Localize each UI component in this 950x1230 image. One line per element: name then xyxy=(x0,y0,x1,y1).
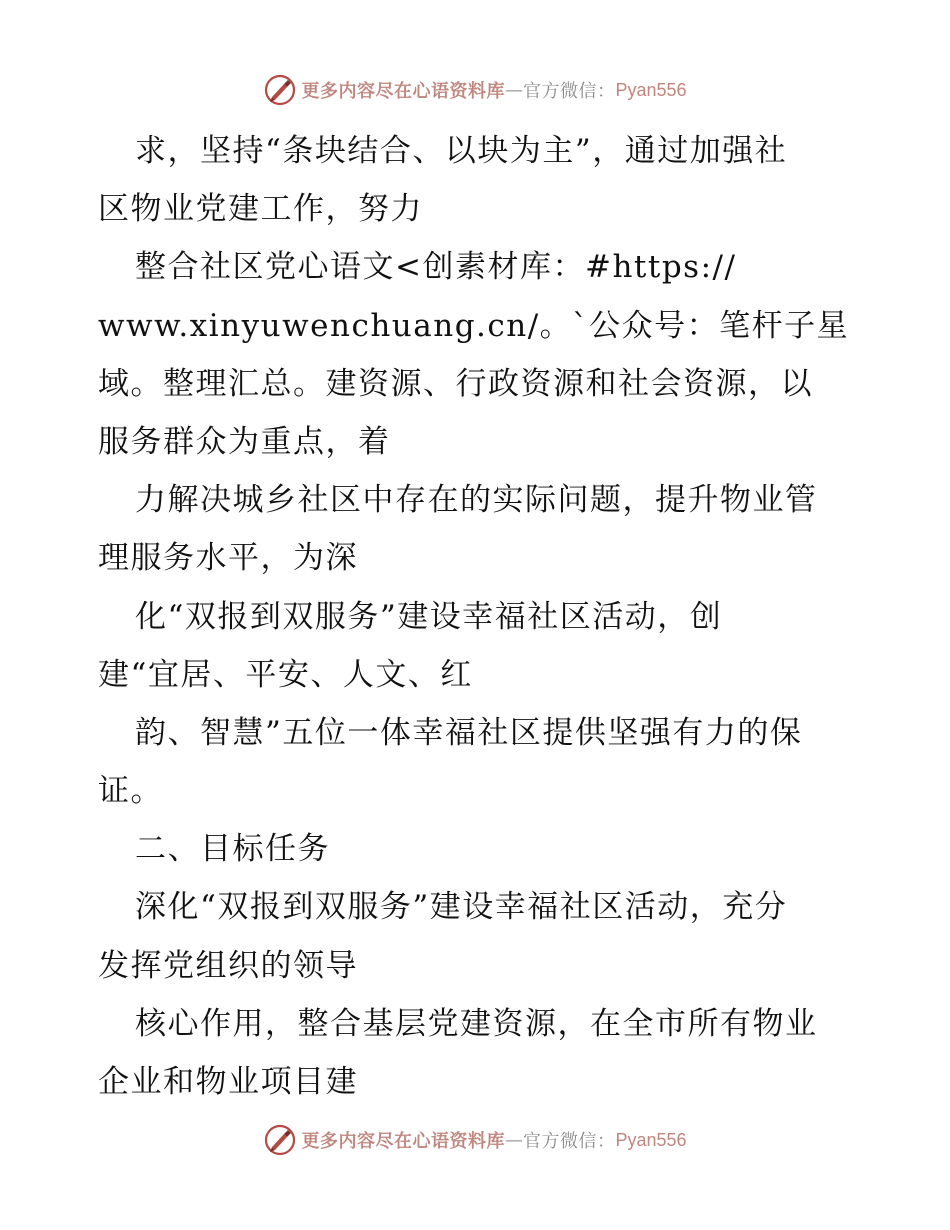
text-line: 域。整理汇总。建资源、行政资源和社会资源，以 xyxy=(98,365,813,402)
text-line: 区物业党建工作，努力 xyxy=(98,191,423,228)
text-line: 求，坚持“条块结合、以块为主”，通过加强社 xyxy=(135,133,788,169)
text-line: 二、目标任务 xyxy=(135,831,330,868)
banner-wechat-id: Pyan556 xyxy=(615,1129,687,1150)
banner-site-text: 更多内容尽在心语资料库 xyxy=(301,1131,505,1152)
text-line: 服务群众为重点，着 xyxy=(98,423,391,460)
text-line: 韵、智慧”五位一体幸福社区提供坚强有力的保 xyxy=(135,714,803,751)
text-line: 整合社区党心语文<创素材库：#https:// xyxy=(135,249,737,286)
pen-logo-icon xyxy=(263,1123,297,1157)
document-body xyxy=(98,122,868,1111)
text-line: 核心作用，整合基层党建资源，在全市所有物业 xyxy=(135,1005,818,1042)
text-line: 发挥党组织的领导 xyxy=(98,947,358,984)
text-line: 深化“双报到双服务”建设幸福社区活动，充分 xyxy=(135,889,788,926)
pen-logo-icon xyxy=(263,73,297,107)
text-line: 化“双报到双服务”建设幸福社区活动，创 xyxy=(135,598,723,635)
footer-banner xyxy=(0,1120,950,1160)
text-line: www.xinyuwenchuang.cn/。`公众号：笔杆子星 xyxy=(98,307,850,344)
text-line: 企业和物业项目建 xyxy=(98,1064,358,1100)
banner-site-text: 更多内容尽在心语资料库 xyxy=(301,81,505,102)
text-line: 力解决城乡社区中存在的实际问题，提升物业管 xyxy=(135,482,818,519)
text-line: 证。 xyxy=(98,773,163,810)
text-line: 建“宜居、平安、人文、红 xyxy=(98,656,473,693)
banner-separator: — xyxy=(504,1129,523,1151)
banner-wechat-label: 官方微信： xyxy=(522,81,616,102)
banner-wechat-id: Pyan556 xyxy=(615,79,687,100)
banner-separator: — xyxy=(504,79,523,101)
banner-wechat-label: 官方微信： xyxy=(522,1131,616,1152)
header-banner xyxy=(0,70,950,110)
text-line: 理服务水平，为深 xyxy=(98,540,358,577)
